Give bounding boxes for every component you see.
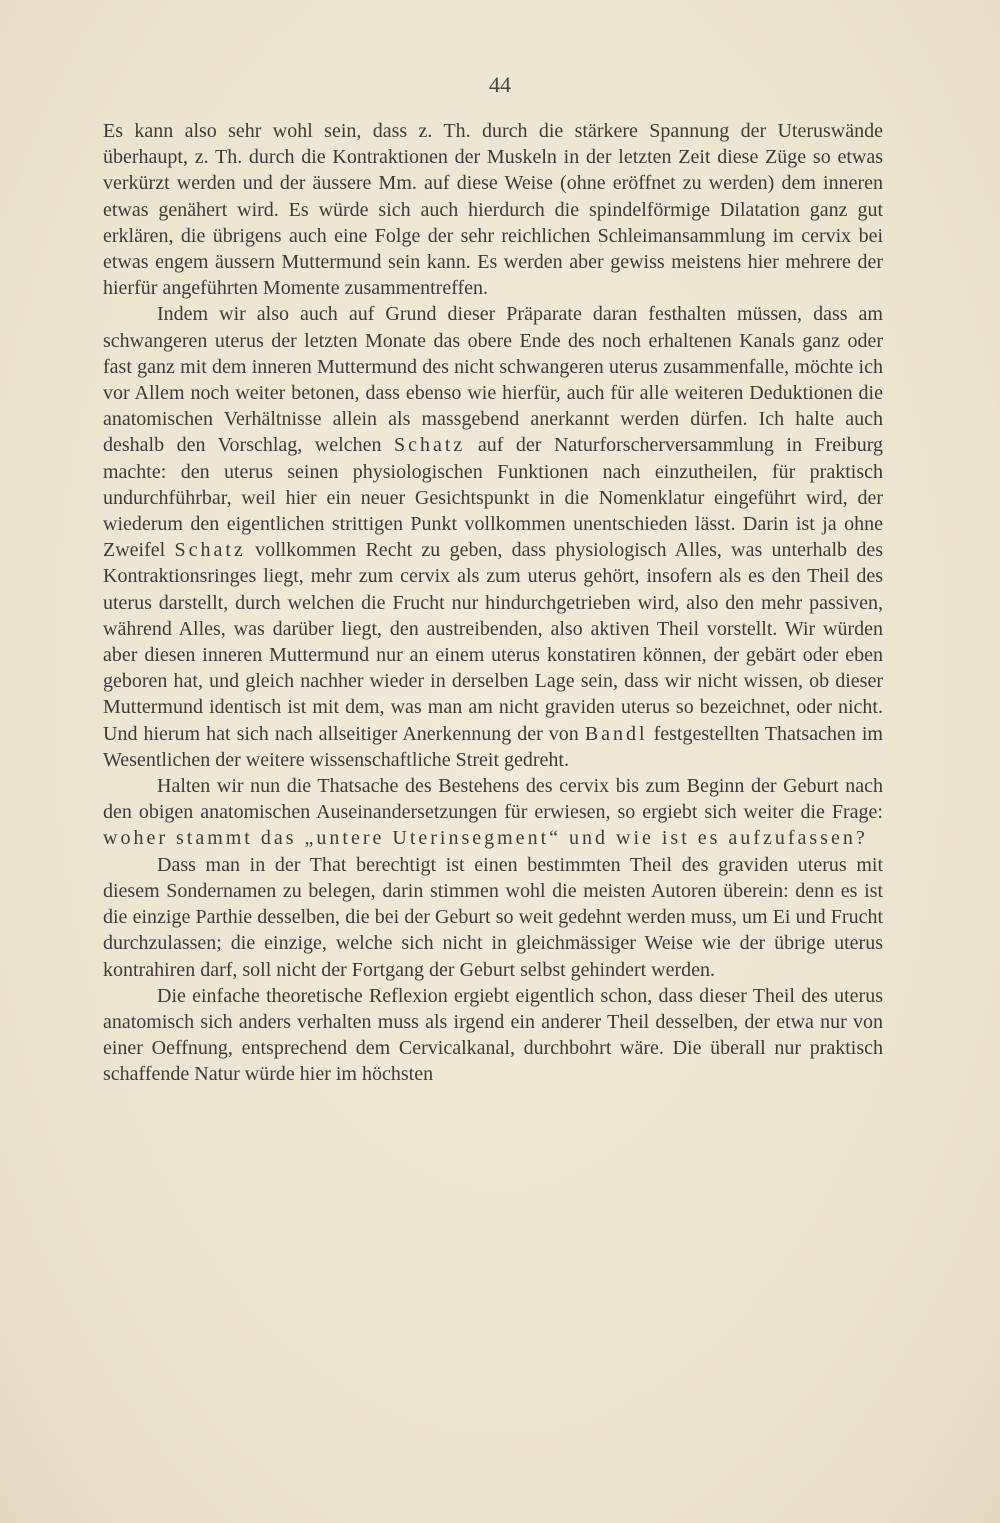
paragraph-2 bbox=[103, 301, 883, 773]
paragraph-2-part-b: auf der Naturforscherversammlung in Freiburg machte: den uterus seinen physiologischen Funktionen nach einzutheilen, für praktisch undurchführbar, weil hier ein neuer Gesichtspunkt in die Nomenklatur eingeführt wird, der wiederum den eigentlichen strittigen Punkt vollkommen unentschieden lässt. Darin ist ja ohne Zweifel bbox=[103, 434, 884, 562]
body-text bbox=[103, 118, 883, 1088]
paragraph-4: Dass man in der That berechtigt ist einen bestimmten Theil des graviden uterus mit diesem Sondernamen zu belegen, darin stimmen wohl die meisten Autoren überein: denn es ist die einzige Parthie desselben, die bei der Geburt so weit gedehnt werden muss, um Ei und Frucht durchzulassen; die einzige, welche sich nicht in gleichmässiger Weise wie der übrige uterus kontrahiren darf, soll nicht der Fortgang der Geburt selbst gehindert werden. bbox=[103, 853, 883, 981]
paragraph-3 bbox=[103, 773, 883, 852]
paragraph-1: Es kann also sehr wohl sein, dass z. Th. durch die stärkere Spannung der Uteruswände überhaupt, z. Th. durch die Kontraktionen der Muskeln in der letzten Zeit diese Züge so etwas verkürzt werden und der äussere Mm. auf diese Weise (ohne eröffnet zu werden) dem inneren etwas genähert wird. Es würde sich auch hierdurch die spindelförmige Dilatation ganz gut erklären, die übrigens auch eine Folge der sehr reichlichen Schleimansammlung im cervix bei etwas engem äussern Muttermund sein kann. Es werden aber gewiss meistens hier mehrere der hierfür angeführten Momente zusammentreffen. bbox=[103, 120, 883, 300]
paragraph-3-part-a: Halten wir nun die Thatsache des Bestehens des cervix bis zum Beginn der Geburt nach den obigen anatomischen Auseinandersetzungen für erwiesen, so ergiebt sich weiter die Frage: bbox=[103, 775, 883, 824]
page-number: 44 bbox=[489, 72, 511, 97]
paragraph-2-part-d: festgestellten Thatsachen im Wesentlichen der weitere wissenschaftliche Streit gedreht. bbox=[103, 722, 883, 771]
author-name-schatz-2: Schatz bbox=[174, 539, 246, 562]
spaced-question: woher stammt das „untere Uterinsegment“ und wie ist es aufzufassen? bbox=[103, 827, 868, 850]
paragraph-2-part-c: vollkommen Recht zu geben, dass physiologisch Alles, was unterhalb des Kontraktionsringes liegt, mehr zum cervix als zum uterus gehört, insofern als es den Theil des uterus darstellt, durch welchen die Frucht nur hindurchgetrieben wird, also den mehr passiven, während Alles, was darüber liegt, den austreibenden, also aktiven Theil vorstellt. Wir würden aber diesen inneren Muttermund nur an einem uterus konstatiren können, der gebärt oder eben geboren hat, und gleich nachher wieder in derselben Lage sein, dass wir nicht wissen, ob dieser Muttermund identisch ist mit dem, was man am nicht graviden uterus so bezeichnet, oder nicht. Und hierum hat sich nach allseitiger Anerkennung der von bbox=[103, 539, 883, 745]
paragraph-2-part-a: Indem wir also auch auf Grund dieser Präparate daran festhalten müssen, dass am schwangeren uterus der letzten Monate das obere Ende des noch erhaltenen Kanals ganz oder fast ganz mit dem inneren Muttermund des nicht schwangeren uterus zusammenfalle, möchte ich vor Allem noch weiter betonen, dass ebenso wie hierfür, auch für alle weiteren Deduktionen die anatomischen Verhältnisse allein als massgebend anerkannt werden dürfen. Ich halte auch deshalb den Vorschlag, welchen bbox=[103, 303, 883, 457]
paragraph-5: Die einfache theoretische Reflexion ergiebt eigentlich schon, dass dieser Theil des uterus anatomisch sich anders verhalten muss als irgend ein anderer Theil desselben, der etwa nur von einer Oeffnung, entsprechend dem Cervicalkanal, durchbohrt wäre. Die überall nur praktisch schaffende Natur würde hier im höchsten bbox=[103, 984, 883, 1086]
author-name-bandl: Bandl bbox=[584, 722, 648, 745]
author-name-schatz: Schatz bbox=[393, 434, 466, 457]
